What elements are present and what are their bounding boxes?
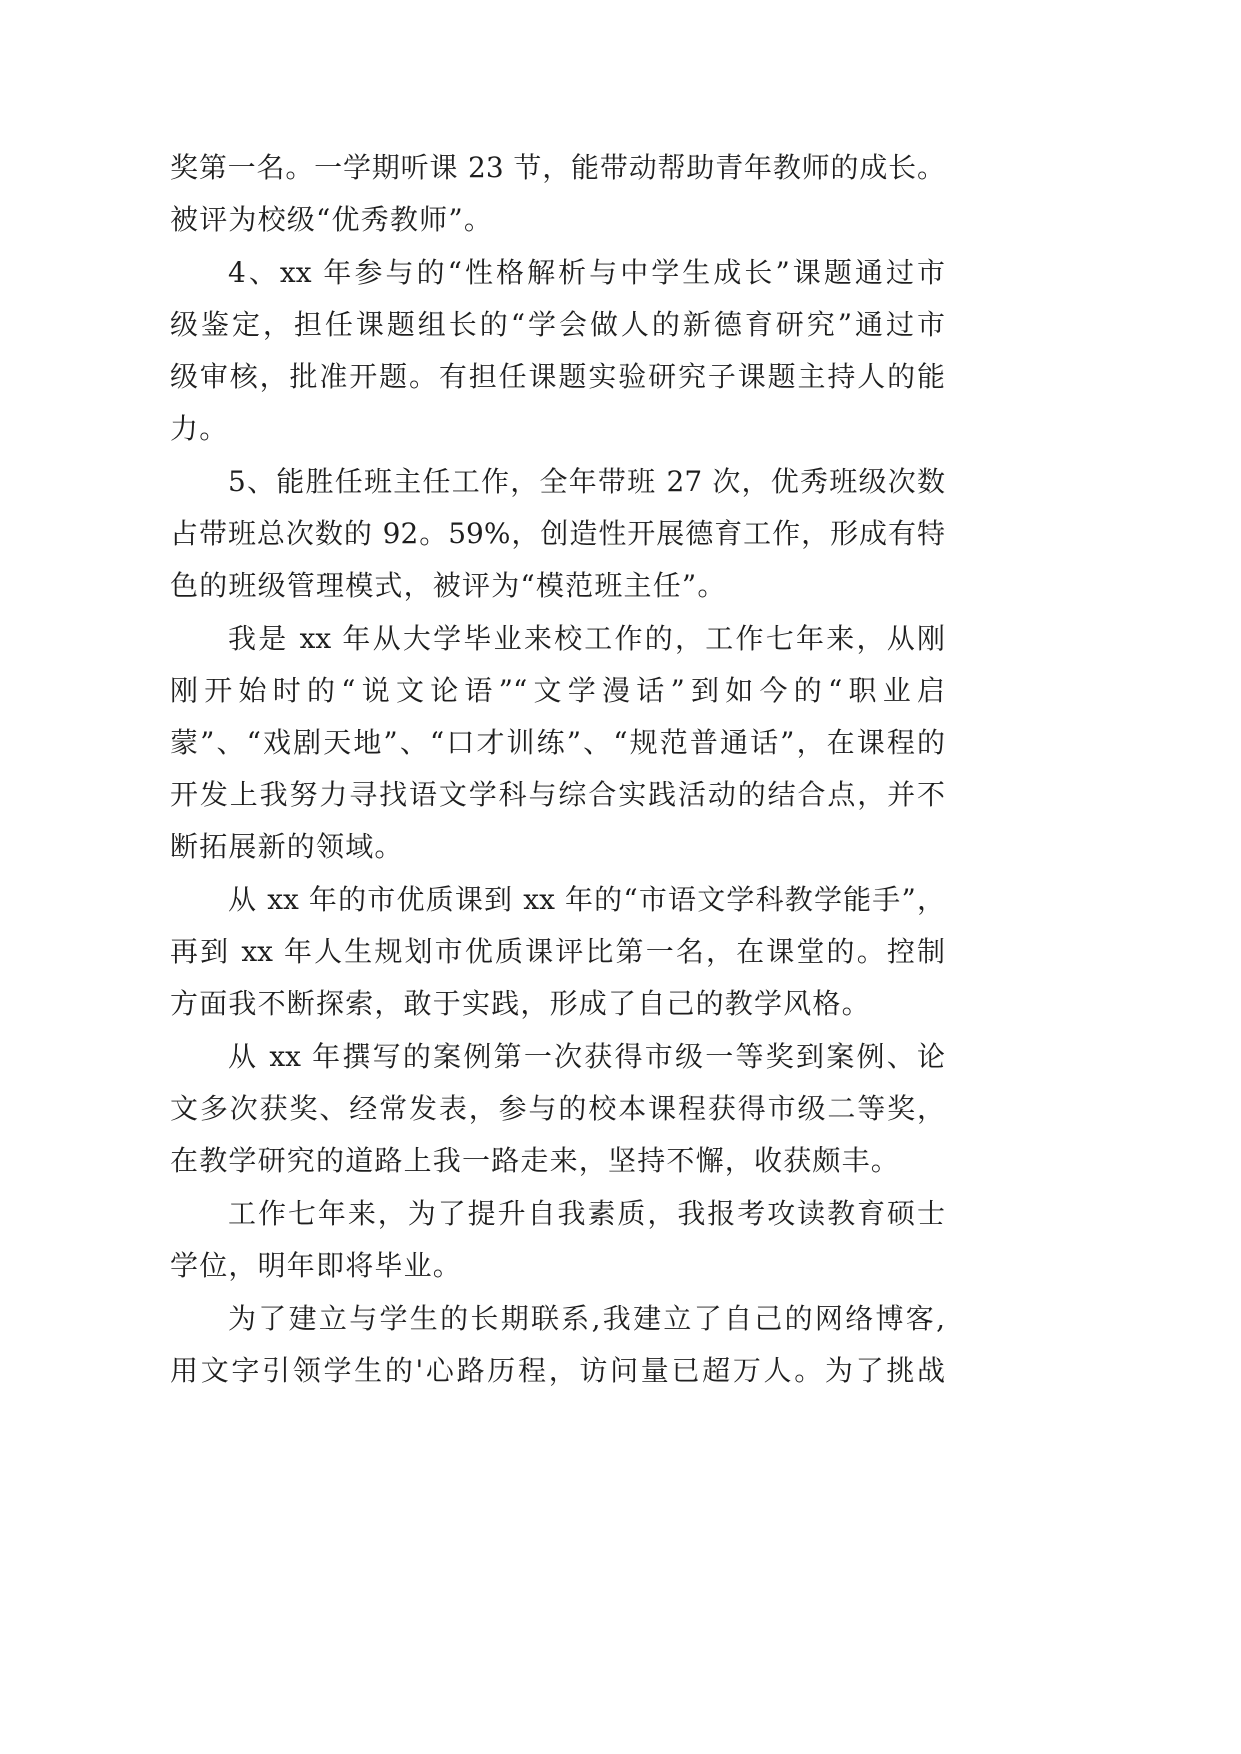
text-line: 色的班级管理模式，被评为“模范班主任”。 [170,569,727,602]
text-line: 学位，明年即将毕业。 [170,1249,463,1282]
text-line: 方面我不断探索，敢于实践，形成了自己的教学风格。 [170,987,871,1020]
text-line: 占带班总次数的 92。59%，创造性开展德育工作，形成有特 [170,517,945,550]
text-line: 开发上我努力寻找语文学科与综合实践活动的结合点，并不 [170,778,945,811]
text-line: 奖第一名。一学期听课 23 节，能带动帮助青年教师的成长。 [170,151,945,184]
text-line: 级鉴定，担任课题组长的“学会做人的新德育研究”通过市 [170,308,945,341]
paragraph [170,1188,945,1292]
text-line: 断拓展新的领域。 [170,830,404,863]
paragraph [170,874,945,1030]
text-line: 我是 xx 年从大学毕业来校工作的，工作七年来，从刚 [228,622,945,655]
paragraph [170,613,945,873]
text-line: 4、xx 年参与的“性格解析与中学生成长”课题通过市 [228,256,945,289]
text-line: 文多次获奖、经常发表，参与的校本课程获得市级二等奖， [170,1092,945,1125]
paragraph-continues [170,1293,945,1397]
text-line: 被评为校级“优秀教师”。 [170,203,494,236]
paragraph [170,1031,945,1187]
text-line: 用文字引领学生的'心路历程，访问量已超万人。为了挑战 [170,1354,945,1387]
paragraph-continued [170,142,945,246]
text-line: 刚开始时的“说文论语”“文学漫话”到如今的“职业启 [170,674,945,707]
paragraph [170,247,945,455]
text-line: 为了建立与学生的长期联系,我建立了自己的网络博客, [228,1302,945,1335]
text-line: 力。 [170,412,229,445]
text-line: 从 xx 年的市优质课到 xx 年的“市语文学科教学能手”， [228,883,945,916]
text-line: 5、能胜任班主任工作，全年带班 27 次，优秀班级次数 [228,465,945,498]
text-line: 在教学研究的道路上我一路走来，坚持不懈，收获颇丰。 [170,1144,901,1177]
document-body [170,142,945,1397]
text-line: 级审核，批准开题。有担任课题实验研究子课题主持人的能 [170,360,945,393]
text-line: 蒙”、“戏剧天地”、“口才训练”、“规范普通话”，在课程的 [170,726,945,759]
paragraph [170,456,945,612]
text-line: 从 xx 年撰写的案例第一次获得市级一等奖到案例、论 [228,1040,945,1073]
text-line: 工作七年来，为了提升自我素质，我报考攻读教育硕士 [228,1197,945,1230]
text-line: 再到 xx 年人生规划市优质课评比第一名，在课堂的。控制 [170,935,945,968]
